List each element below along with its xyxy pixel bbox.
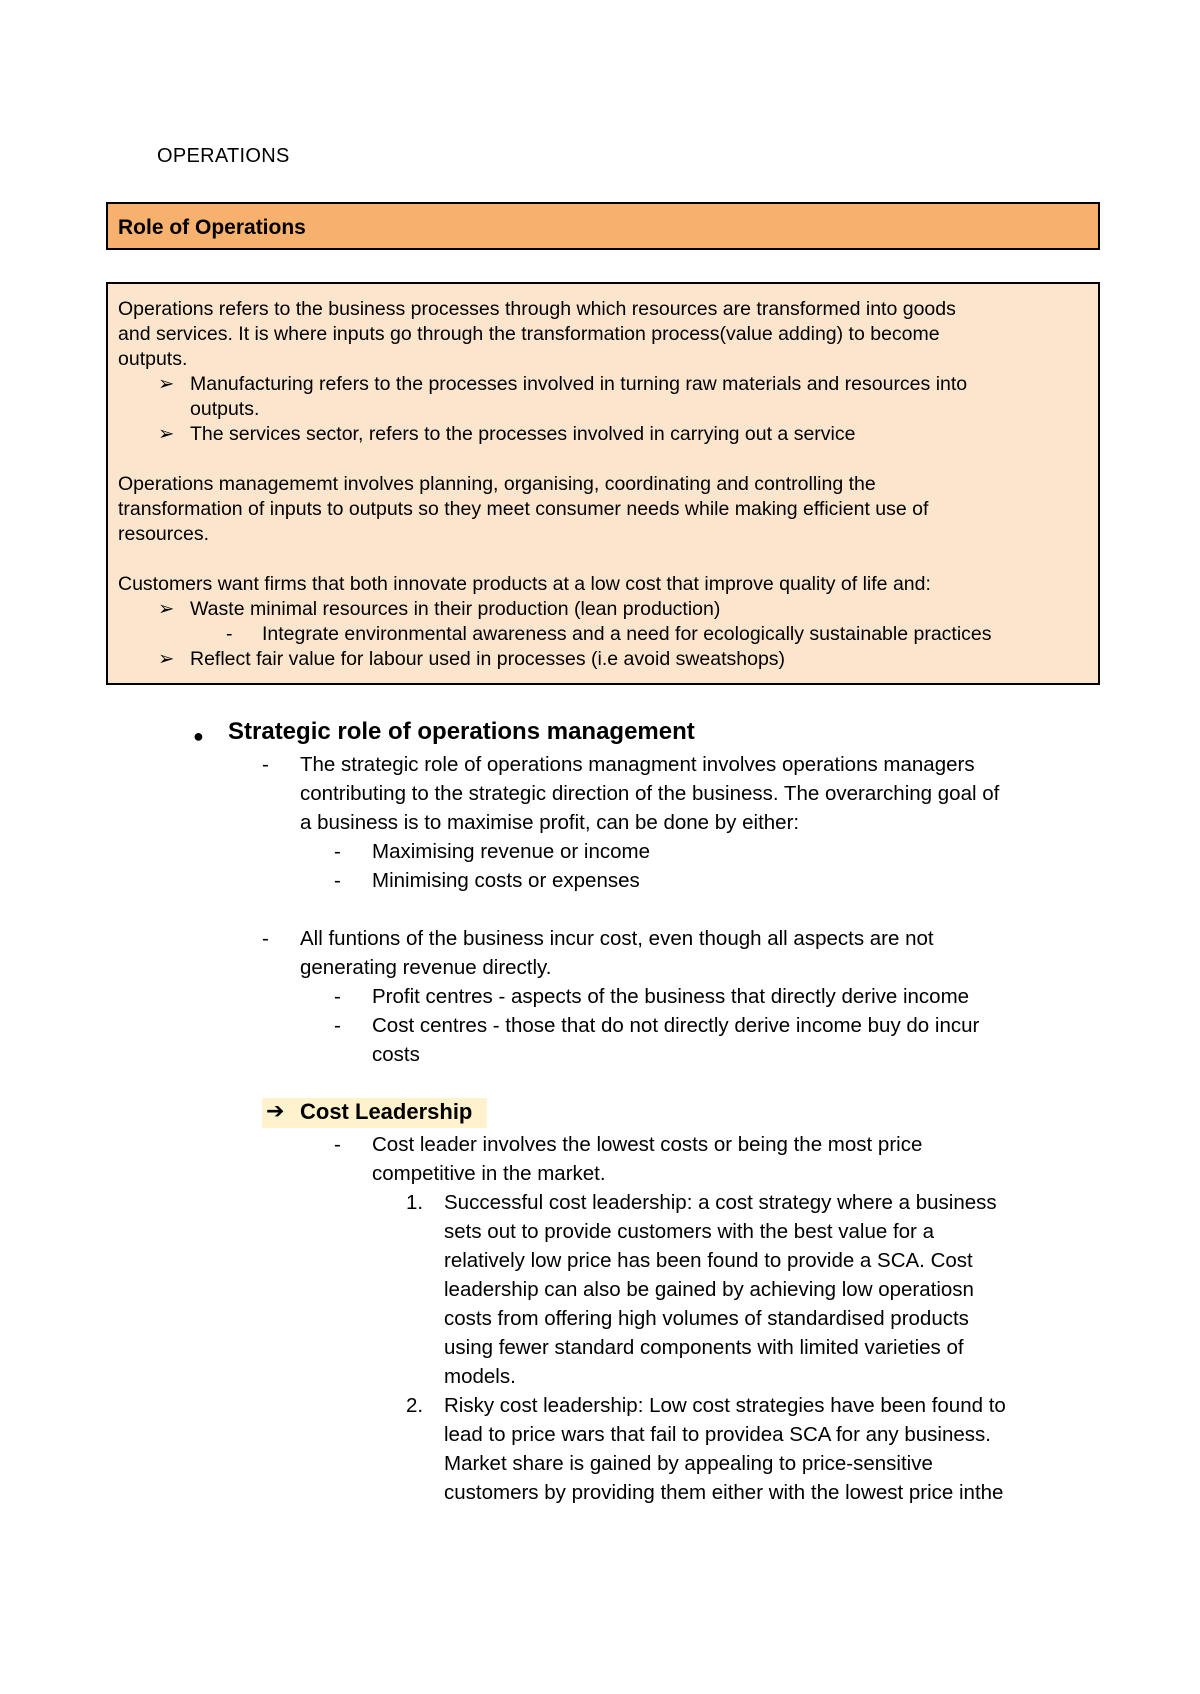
intro-paragraph-3: Customers want firms that both innovate products at a low cost that improve quality of life and:: [118, 573, 931, 595]
text-line: Profit centres - aspects of the business that directly derive income: [372, 985, 970, 1008]
text-line: resources.: [118, 523, 210, 545]
arrow-bullet-icon: ➢: [158, 598, 175, 620]
bullet-manufacturing: [190, 372, 1090, 422]
text-line: All funtions of the business incur cost, even though all aspects are not: [300, 927, 934, 950]
arrow-bullet-icon: ➢: [158, 423, 175, 445]
section-heading: Role of Operations: [118, 216, 306, 239]
cost-leadership-label: Cost Leadership: [300, 1099, 473, 1124]
list-number: 1.: [406, 1191, 424, 1214]
bullet-waste: Waste minimal resources in their production (lean production): [190, 598, 721, 620]
text-line: transformation of inputs to outputs so they meet consumer needs while making efficient use of: [118, 498, 929, 520]
text-line: relatively low price has been found to provide a SCA. Cost: [444, 1249, 973, 1272]
text-line: and services. It is where inputs go through the transformation process(value adding) to become: [118, 323, 940, 345]
strategic-heading: Strategic role of operations management: [228, 718, 695, 745]
document-title: OPERATIONS: [157, 145, 290, 167]
sub-dash: -: [226, 623, 233, 645]
arrow-bullet-icon: ➢: [158, 648, 175, 670]
dash-marker: -: [334, 1014, 341, 1037]
dash-marker: -: [334, 985, 341, 1008]
text-line: outputs.: [190, 398, 260, 420]
list-number: 2.: [406, 1394, 424, 1417]
text-line: costs from offering high volumes of standardised products: [444, 1307, 969, 1330]
text-line: Risky cost leadership: Low cost strategies have been found to: [444, 1394, 1006, 1417]
text-line: customers by providing them either with the lowest price inthe: [444, 1481, 1004, 1504]
role-of-operations-header: [106, 202, 1100, 250]
sub-environment: Integrate environmental awareness and a need for ecologically sustainable practices: [262, 623, 992, 645]
dash-marker: -: [262, 927, 269, 950]
text-line: Operations managememt involves planning, organising, coordinating and controlling the: [118, 473, 876, 495]
cost-leadership-heading: [262, 1098, 487, 1128]
intro-paragraph-1: [118, 297, 1088, 372]
text-line: Successful cost leadership: a cost strategy where a business: [444, 1191, 997, 1214]
bullet-services: The services sector, refers to the processes involved in carrying out a service: [190, 423, 856, 445]
text-line: a business is to maximise profit, can be done by either:: [300, 811, 800, 834]
dash-marker: -: [262, 753, 269, 776]
dash-marker: -: [334, 1133, 341, 1156]
text-line: outputs.: [118, 348, 188, 370]
text-line: generating revenue directly.: [300, 956, 552, 979]
intro-paragraph-2: [118, 472, 1088, 547]
text-line: Maximising revenue or income: [372, 840, 651, 863]
text-line: The strategic role of operations managment involves operations managers: [300, 753, 975, 776]
text-line: Manufacturing refers to the processes involved in turning raw materials and resources into: [190, 373, 968, 395]
text-line: sets out to provide customers with the best value for a: [444, 1220, 934, 1243]
dash-marker: -: [334, 840, 341, 863]
bullet-dot-icon: ●: [193, 726, 204, 746]
text-line: leadership can also be gained by achieving low operatiosn: [444, 1278, 974, 1301]
text-line: lead to price wars that fail to providea SCA for any business.: [444, 1423, 991, 1446]
text-line: Market share is gained by appealing to price-sensitive: [444, 1452, 933, 1475]
text-line: using fewer standard components with limited varieties of: [444, 1336, 964, 1359]
text-line: Cost leader involves the lowest costs or being the most price: [372, 1133, 923, 1156]
operations-definition-box: [106, 282, 1100, 685]
dash-marker: -: [334, 869, 341, 892]
text-line: contributing to the strategic direction of the business. The overarching goal of: [300, 782, 1000, 805]
text-line: models.: [444, 1365, 516, 1388]
text-line: Operations refers to the business processes through which resources are transformed into goods: [118, 298, 956, 320]
text-line: costs: [372, 1043, 420, 1066]
arrow-right-icon: ➔: [266, 1098, 285, 1123]
text-line: Minimising costs or expenses: [372, 869, 640, 892]
text-line: Cost centres - those that do not directly derive income buy do incur: [372, 1014, 980, 1037]
bullet-fair-value: Reflect fair value for labour used in processes (i.e avoid sweatshops): [190, 648, 786, 670]
text-line: competitive in the market.: [372, 1162, 606, 1185]
arrow-bullet-icon: ➢: [158, 373, 175, 395]
